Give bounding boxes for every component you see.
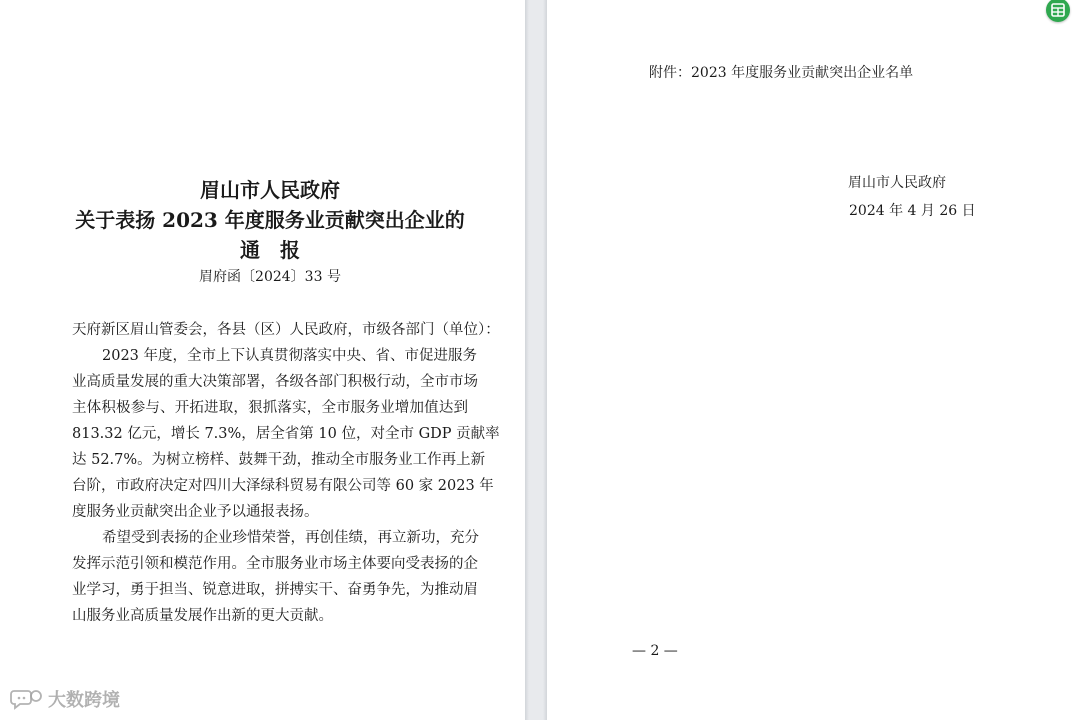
body-line: 2023 年度，全市上下认真贯彻落实中央、省、市促进服务	[102, 348, 478, 364]
body-line: 业学习，勇于担当、锐意进取，拼搏实干、奋勇争先，为推动眉	[72, 582, 478, 598]
body-line: 达 52.7%。为树立榜样、鼓舞干劲，推动全市服务业工作再上新	[72, 452, 486, 468]
body-line: 主体积极参与、开拓进取，狠抓落实，全市服务业增加值达到	[72, 400, 468, 416]
page-right	[547, 0, 1080, 720]
body-line: 813.32 亿元，增长 7.3%，居全省第 10 位，对全市 GDP 贡献率	[72, 426, 500, 442]
doc-title-end: 通 报	[240, 238, 300, 262]
page-number: — 2 —	[632, 643, 678, 659]
body-line: 山服务业高质量发展作出新的更大贡献。	[72, 608, 333, 624]
page-left	[0, 0, 525, 720]
body-line: 台阶，市政府决定对四川大泽绿科贸易有限公司等 60 家 2023 年	[72, 478, 494, 494]
body-line: 业高质量发展的重大决策部署，各级各部门积极行动，全市市场	[72, 374, 478, 390]
watermark-text: 大数跨境	[48, 690, 120, 711]
body-line: 发挥示范引领和模范作用。全市服务业市场主体要向受表扬的企	[72, 556, 478, 572]
body-line: 希望受到表扬的企业珍惜荣誉，再创佳绩，再立新功，充分	[102, 530, 479, 546]
chat-bubble-logo-icon	[10, 688, 44, 710]
signature-org: 眉山市人民政府	[848, 175, 946, 191]
doc-issuer: 眉山市人民政府	[200, 178, 340, 202]
doc-number: 眉府函〔2024〕33 号	[199, 269, 341, 285]
addressee: 天府新区眉山管委会，各县（区）人民政府，市级各部门（单位）：	[72, 322, 500, 338]
watermark	[10, 686, 120, 712]
doc-title: 关于表扬 2023 年度服务业贡献突出企业的	[75, 208, 465, 232]
attachment-line: 附件：2023 年度服务业贡献突出企业名单	[649, 65, 914, 81]
gutter-shadow	[525, 0, 529, 720]
body-line: 度服务业贡献突出企业予以通报表扬。	[72, 504, 319, 520]
signature-date: 2024 年 4 月 26 日	[849, 203, 976, 219]
